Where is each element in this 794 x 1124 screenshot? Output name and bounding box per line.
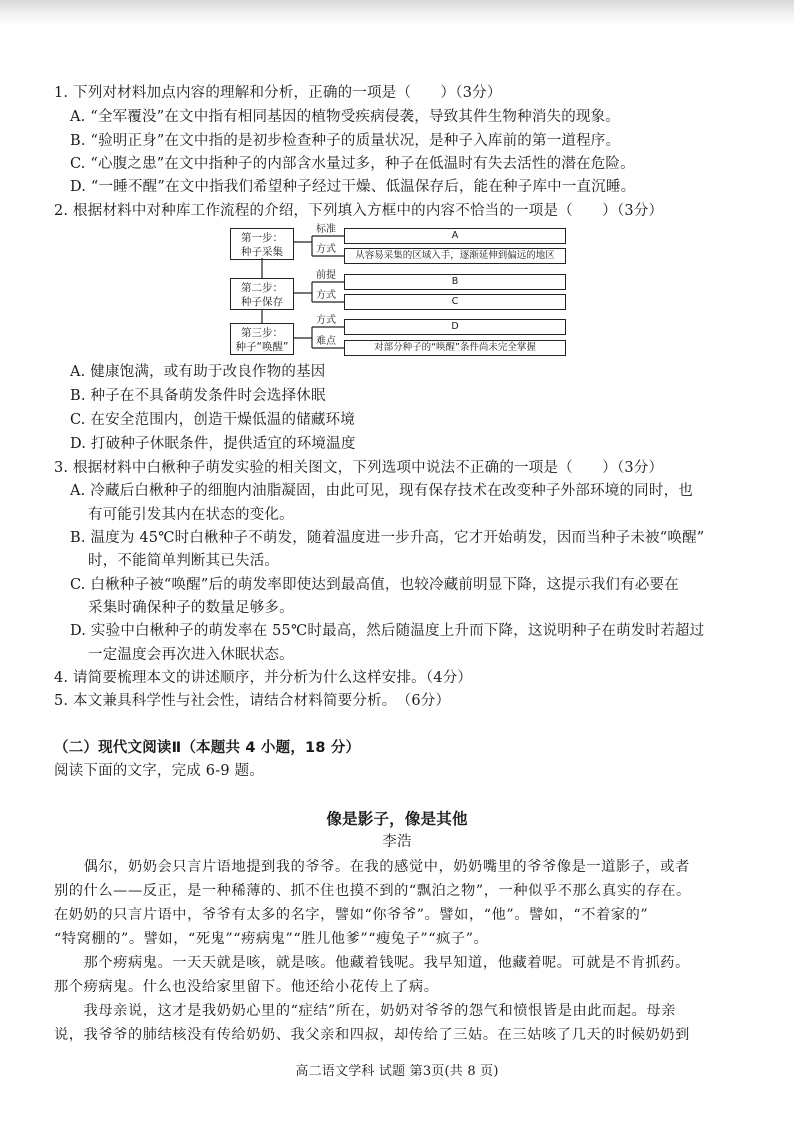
passage-line: “特窝棚的”。譬如，“死鬼”“痨病鬼”“胜儿他爹”“瘦兔子”“疯子”。	[54, 931, 489, 947]
question-2-option-b: B. 种子在不具备萌发条件时会选择休眠	[70, 388, 326, 404]
passage-line: 我母亲说，这才是我奶奶心里的“症结”所在，奶奶对爷爷的怨气和愤恨皆是由此而起。母亲	[54, 1003, 676, 1019]
passage-title: 像是影子，像是其他	[326, 810, 468, 828]
label-difficulty: 难点	[316, 336, 336, 347]
box-a: A	[344, 228, 566, 244]
step-2-number: 第二步：	[241, 282, 283, 294]
passage-line: 那个痨病鬼。什么也没给家里留下。他还给小花传上了病。	[54, 979, 439, 995]
label-premise: 前提	[316, 270, 336, 281]
label-method-2: 方式	[316, 290, 336, 301]
question-2-option-a: A. 健康饱满，或有助于改良作物的基因	[70, 364, 326, 380]
step-2-title: 种子保存	[241, 296, 283, 308]
passage-line: 说，我爷爷的肺结核没有传给奶奶、我父亲和四叔，却传给了三姑。在三姑咳了几天的时候奶奶到	[54, 1027, 690, 1043]
box-d: D	[344, 319, 566, 335]
box-b: B	[344, 274, 566, 290]
question-3-option-a-cont: 有可能引发其内在状态的变化。	[88, 507, 294, 523]
question-3-option-a: A. 冷藏后白楸种子的细胞内油脂凝固，由此可见，现有保存技术在改变种子外部环境的同时，也	[70, 483, 693, 499]
question-3-option-c-cont: 采集时确保种子的数量足够多。	[88, 600, 294, 616]
passage-line: 别的什么——反正，是一种稀薄的、抓不住也摸不到的“飘泊之物”，一种似乎不那么真实的存在。	[54, 883, 691, 899]
question-3-stem: 3. 根据材料中白楸种子萌发实验的相关图文，下列选项中说法不正确的一项是（ ）（3分）	[54, 460, 664, 476]
step-3-title: 种子“唤醒”	[235, 341, 289, 353]
seed-bank-flowchart	[230, 226, 570, 358]
box-collection-method: 从容易采集的区域入手，逐渐延伸到偏远的地区	[344, 248, 566, 264]
page-footer: 高二语文学科 试题 第3页(共 8 页)	[295, 1064, 499, 1079]
question-2-stem: 2. 根据材料中对种库工作流程的介绍，下列填入方框中的内容不恰当的一项是（ ）（3分）	[54, 203, 664, 219]
step-1-number: 第一步：	[241, 232, 283, 244]
step-3-number: 第三步：	[241, 327, 283, 339]
question-1-option-c: C. “心腹之患”在文中指种子的内部含水量过多，种子在低温时有失去活性的潜在危险。	[70, 156, 635, 172]
section-2-instruction: 阅读下面的文字，完成 6-9 题。	[54, 763, 264, 779]
box-difficulty: 对部分种子的“唤醒”条件尚未完全掌握	[344, 340, 566, 356]
question-3-option-b-cont: 时，不能简单判断其已失活。	[88, 553, 280, 569]
step-1-title: 种子采集	[241, 246, 283, 258]
label-method-1: 方式	[316, 244, 336, 255]
section-2-heading: （二）现代文阅读Ⅱ（本题共 4 小题，18 分）	[54, 740, 361, 756]
question-1-option-b: B. “验明正身”在文中指的是初步检查种子的质量状况，是种子入库前的第一道程序。	[70, 133, 621, 149]
flowchart-step-1	[230, 228, 294, 260]
passage-line: 偶尔，奶奶会只言片语地提到我的爷爷。在我的感觉中，奶奶嘴里的爷爷像是一道影子，或者	[54, 859, 690, 875]
label-method-3: 方式	[316, 315, 336, 326]
question-3-option-c: C. 白楸种子被“唤醒”后的萌发率即使达到最高值，也较冷藏前明显下降，这提示我们有必要在	[70, 577, 679, 593]
question-3-option-d: D. 实验中白楸种子的萌发率在 55℃时最高，然后随温度上升而下降，这说明种子在萌发时若超过	[70, 623, 705, 639]
label-standard: 标准	[316, 224, 336, 235]
question-2-option-d: D. 打破种子休眠条件，提供适宜的环境温度	[70, 436, 356, 452]
box-c: C	[344, 294, 566, 310]
question-3-option-d-cont: 一定温度会再次进入休眠状态。	[88, 647, 294, 663]
passage-line: 那个痨病鬼。一天天就是咳，就是咳。他藏着钱呢。我早知道，他藏着呢。可就是不肯抓药。	[54, 955, 690, 971]
flowchart-step-3	[230, 323, 294, 355]
question-1-option-d: D. “一睡不醒”在文中指我们希望种子经过干燥、低温保存后，能在种子库中一直沉睡。	[70, 179, 636, 195]
question-2-option-c: C. 在安全范围内，创造干燥低温的储藏环境	[70, 412, 355, 428]
question-1-option-a: A. “全军覆没”在文中指有相同基因的植物受疾病侵袭，导致其件生物种消失的现象。	[70, 109, 621, 125]
passage-line: 在奶奶的只言片语中，爷爷有太多的名字，譬如“你爷爷”。譬如，“他”。譬如，“不着家的”	[54, 907, 649, 923]
flowchart-step-2	[230, 278, 294, 310]
passage-author: 李浩	[382, 834, 412, 850]
question-3-option-b: B. 温度为 45℃时白楸种子不萌发，随着温度进一步升高，它才开始萌发，因而当种子未被“唤醒”	[70, 530, 705, 546]
question-1-stem: 1. 下列对材料加点内容的理解和分析，正确的一项是（ ）（3分）	[54, 85, 502, 101]
question-4: 4. 请简要梳理本文的讲述顺序，并分析为什么这样安排。（4分）	[54, 670, 473, 686]
question-5: 5. 本文兼具科学性与社会性，请结合材料简要分析。 （6分）	[54, 693, 451, 709]
scan-header-shadow	[0, 0, 794, 26]
